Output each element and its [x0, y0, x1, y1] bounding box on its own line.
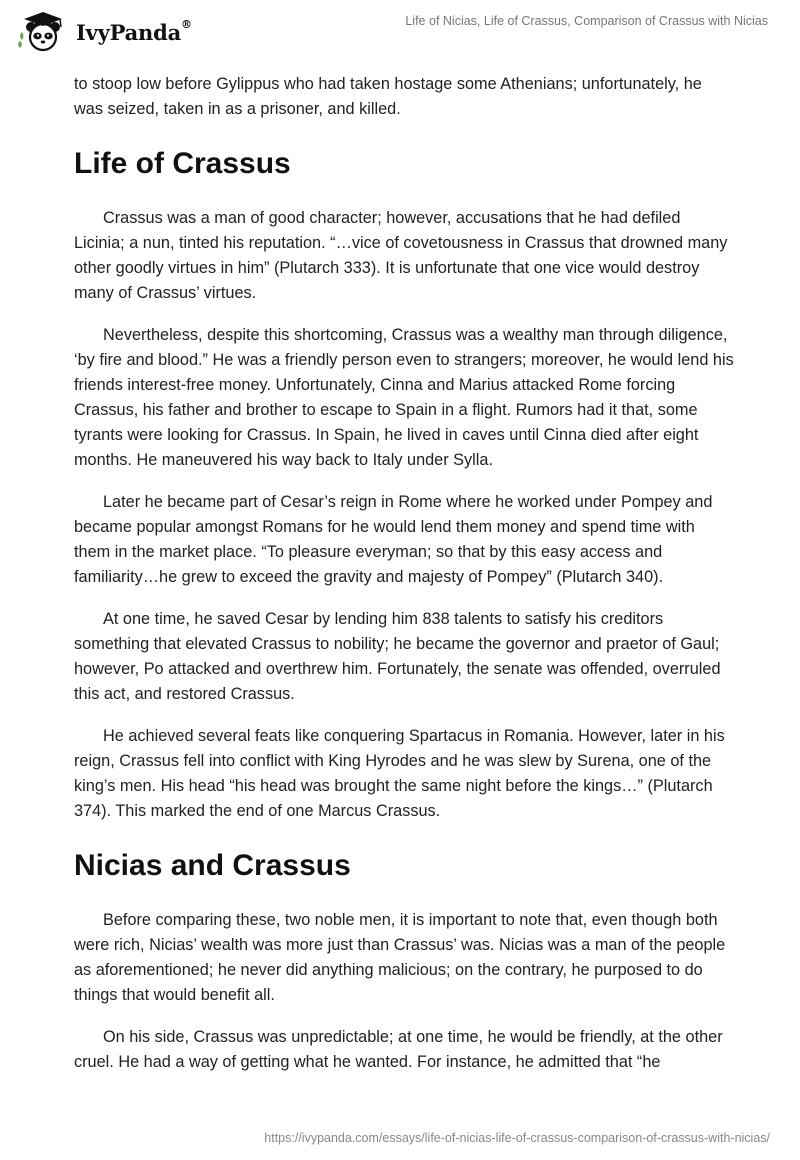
source-url-link[interactable]: https://ivypanda.com/essays/life-of-nicias-life-of-crassus-comparison-of-crassus-with-nicias/	[264, 1131, 770, 1145]
paragraph: He achieved several feats like conquering Spartacus in Romania. However, later in his reign, Crassus fell into conflict with King Hyrodes and he was slew by Surena, one of the king’s men. His head “his head was brought the same night before the kings…” (Plutarch 374). This marked the end of one Marcus Crassus.	[74, 727, 725, 820]
section-heading-life-of-crassus: Life of Crassus	[74, 147, 291, 180]
paragraph: Before comparing these, two noble men, it is important to note that, even though both were rich, Nicias’ wealth was more just than Crassus’ was. Nicias was a man of the people as aforementioned; he never did anything malicious; on the contrary, he purposed to do things that would benefit all.	[74, 911, 726, 1004]
paragraph: Crassus was a man of good character; however, accusations that he had defiled Licinia; a nun, tinted his reputation. “…vice of covetousness in Crassus that drowned many other goodly virtues in him” (Plutarch 333). It is unfortunate that one vice would destroy many of Crassus’ virtues.	[74, 209, 728, 302]
ivypanda-logo[interactable]	[16, 10, 192, 54]
paragraph: Later he became part of Cesar’s reign in Rome where he worked under Pompey and became popular amongst Romans for he would lend them money and spend time with them in the market place. “To pleasure everyman; so that by this easy access and familiarity…he grew to exceed the gravity and majesty of Pompey” (Plutarch 340).	[74, 493, 713, 586]
logo-text: IvyPanda®	[76, 17, 192, 45]
panda-graduation-cap-icon	[16, 10, 70, 54]
document-title: Life of Nicias, Life of Crassus, Comparison of Crassus with Nicias	[405, 14, 768, 28]
paragraph: Nevertheless, despite this shortcoming, Crassus was a wealthy man through diligence, ‘by fire and blood.” He was a friendly person even to strangers; moreover, he would lend his friends interest-free money. Unfortunately, Cinna and Marius attacked Rome forcing Crassus, his father and brother to escape to Spain in a flight. Rumors had it that, some tyrants were looking for Crassus. In Spain, he lived in caves until Cinna died after eight months. He maneuvered his way back to Italy under Sylla.	[74, 326, 734, 469]
paragraph: On his side, Crassus was unpredictable; at one time, he would be friendly, at the other cruel. He had a way of getting what he wanted. For instance, he admitted that “he	[74, 1028, 723, 1071]
section-heading-nicias-and-crassus: Nicias and Crassus	[74, 849, 351, 882]
intro-paragraph: to stoop low before Gylippus who had taken hostage some Athenians; unfortunately, he was seized, taken in as a prisoner, and killed.	[74, 75, 702, 118]
paragraph: At one time, he saved Cesar by lending him 838 talents to satisfy his creditors something that elevated Crassus to nobility; he became the governor and praetor of Gaul; however, Po attacked and overthrew him. Fortunately, the senate was offended, overruled this act, and restored Crassus.	[74, 610, 721, 703]
page-header	[0, 0, 800, 60]
essay-content	[74, 72, 734, 1092]
